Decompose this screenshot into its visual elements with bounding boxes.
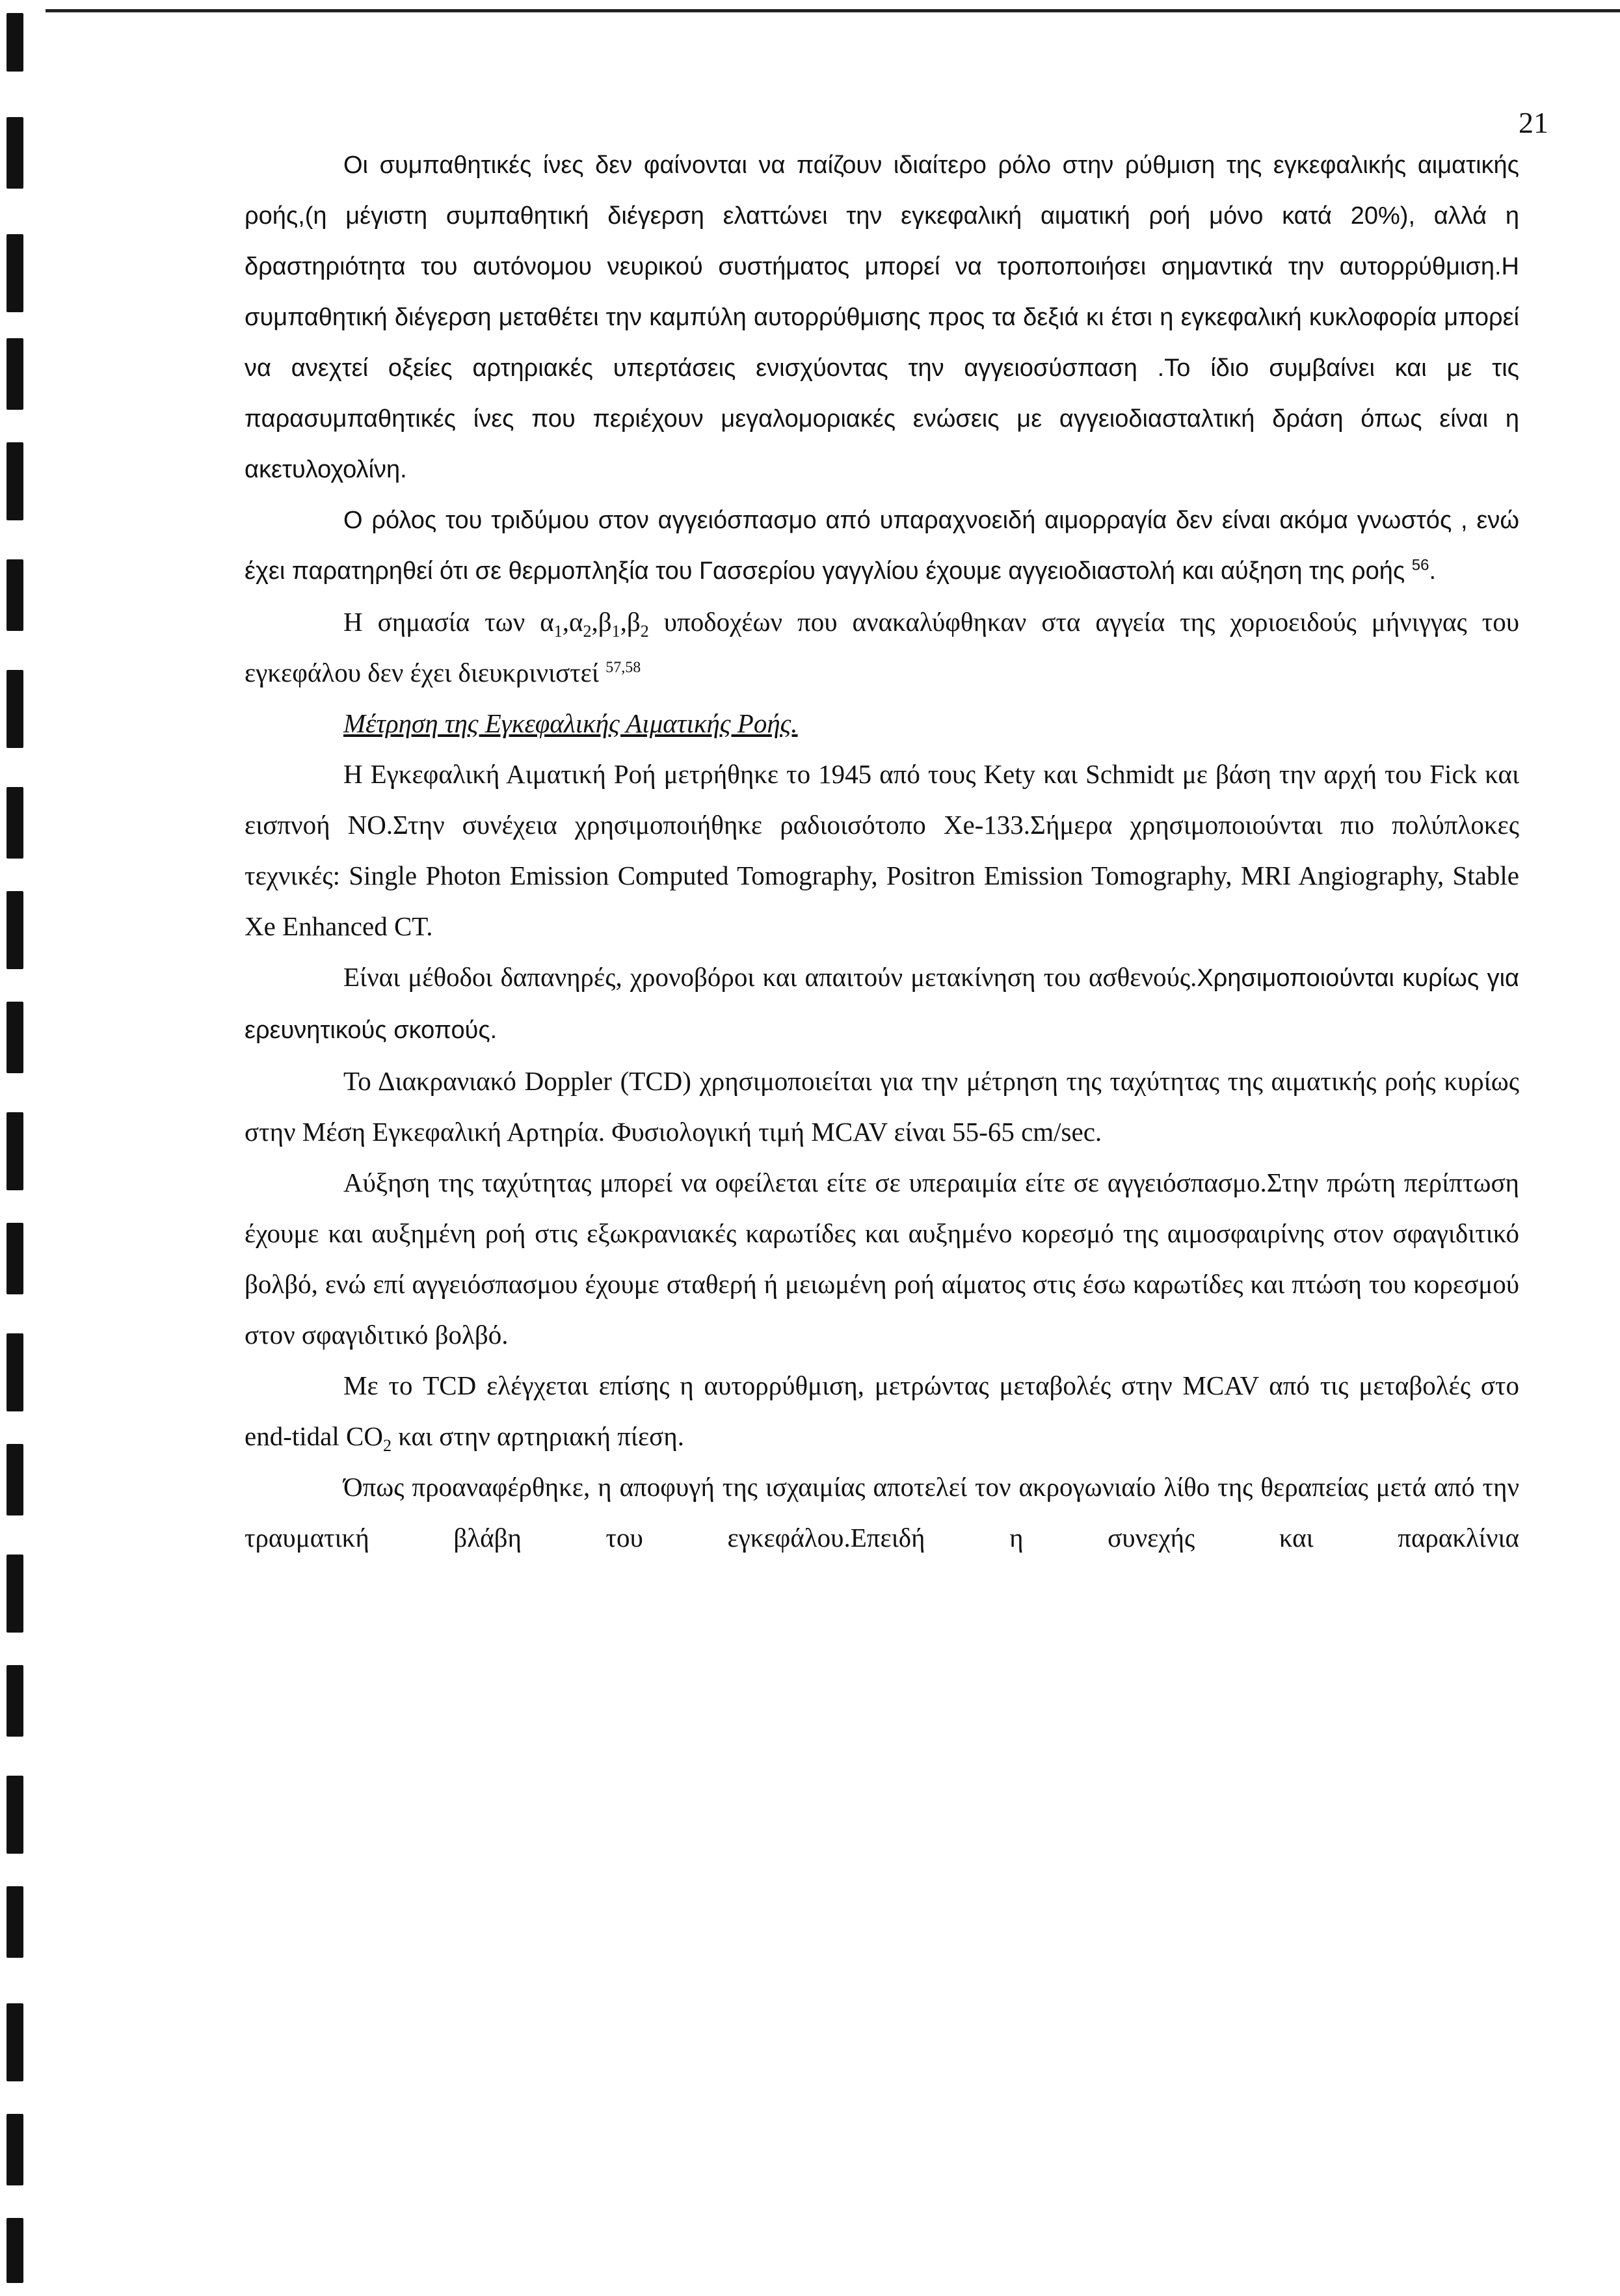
paragraph-text: Είναι μέθοδοι δαπανηρές, χρονοβόροι και απαιτούν μετακίνηση του ασθενούς. — [343, 962, 1197, 992]
paragraph-autoregulation — [245, 1360, 1519, 1462]
paragraph-text: Με το TCD ελέγχεται επίσης η αυτορρύθμιση, μετρώντας μεταβολές στην MCAV από τις μεταβολές στο end-tidal CO — [245, 1370, 1519, 1451]
section-heading: Μέτρηση της Εγκεφαλικής Αιματικής Ροής. — [343, 708, 798, 738]
binding-marks — [0, 0, 39, 2296]
subscript: 1 — [553, 622, 563, 641]
paragraph-text: .Το ίδιο συμβαίνει και με τις παρασυμπαθητικές ίνες που περιέχουν μεγαλομοριακές ενώσεις με αγγειοδιασταλτική δράση όπως είναι η ακετυλοχολίνη. — [245, 354, 1519, 483]
paragraph-tcd: Το Διακρανιακό Doppler (TCD) χρησιμοποιείται για την μέτρηση της ταχύτητας της αιματικής ροής κυρίως στην Μέση Εγκεφαλική Αρτηρία. Φυσιολογική τιμή MCAV είναι 55-65 cm/sec. — [245, 1066, 1519, 1147]
paragraph-text: υποδοχέων που ανακαλύφθηκαν στα αγγεία της χοριοειδούς μήνιγγας του εγκεφάλου δεν έχει διευκρινιστεί — [245, 607, 1519, 687]
paragraph-text: ,α — [562, 607, 583, 637]
binding-mark — [7, 559, 23, 631]
paragraph-text: Ο ρόλος του τριδύμου στον αγγειόσπασμο από υπαραχνοειδή αιμορραγία δεν είναι ακόμα γνωστός , ενώ έχει παρατηρηθεί ότι σε θερμοπληξία του Γασσερίου γαγγλίου έχουμε αγγειοδιαστολή και αύξηση της ροής — [245, 507, 1519, 585]
binding-mark — [7, 1444, 23, 1515]
body-text — [245, 140, 1519, 1563]
subscript: 2 — [382, 1436, 392, 1456]
citation-ref: 56 — [1411, 556, 1429, 574]
binding-mark — [7, 234, 23, 312]
paragraph-velocity: Αύξηση της ταχύτητας μπορεί να οφείλεται είτε σε υπεραιμία είτε σε αγγειόσπασμο.Στην πρώτη περίπτωση έχουμε και αυξημένη ροή στις εξωκρανιακές καρωτίδες και αυξημένο κορεσμό της αιμοσφαιρίνης στον σφαγιδιτικό βολβό, ενώ επί αγγειόσπασμου έχουμε σταθερή ή μειωμένη ροή αίματος στις έσω καρωτίδες και πτώση του κορεσμού στον σφαγιδιτικό βολβό. — [245, 1168, 1519, 1350]
binding-mark — [7, 891, 23, 969]
paragraph-text: Χρησιμοποιούνται κυρίως για ερευνητικούς σκοπούς. — [245, 965, 1519, 1044]
binding-mark — [7, 117, 23, 189]
paragraph-text: Η σημασία των α — [343, 607, 554, 637]
binding-mark — [7, 442, 23, 520]
paragraph-ischemia: Όπως προαναφέρθηκε, η αποφυγή της ισχαιμίας αποτελεί τον ακρογωνιαίο λίθο της θεραπείας μετά από την τραυματική βλάβη του εγκεφάλου.Επειδή η συνεχής και παρακλίνια — [245, 1472, 1519, 1553]
binding-mark — [7, 1223, 23, 1294]
binding-mark — [7, 2218, 23, 2283]
paragraph-text: . — [1429, 557, 1437, 585]
binding-mark — [7, 338, 23, 410]
binding-mark — [7, 2003, 23, 2081]
binding-mark — [7, 1776, 23, 1854]
binding-mark — [7, 1112, 23, 1190]
binding-mark — [7, 1665, 23, 1737]
citation-ref: 57,58 — [605, 659, 641, 676]
binding-mark — [7, 787, 23, 859]
subscript: 1 — [611, 622, 620, 641]
binding-mark — [7, 1002, 23, 1073]
page-number: 21 — [1519, 106, 1548, 139]
paragraph-text: ,β — [620, 607, 641, 637]
subscript: 2 — [583, 622, 592, 641]
paragraph-receptors — [245, 596, 1519, 698]
paragraph-sympathetic — [245, 140, 1519, 495]
binding-mark — [7, 1555, 23, 1633]
subscript: 2 — [640, 622, 649, 641]
binding-mark — [7, 2114, 23, 2185]
binding-mark — [7, 670, 23, 748]
binding-mark — [7, 13, 23, 72]
paragraph-method-cost — [245, 952, 1519, 1056]
paragraph-measurement-methods: Η Εγκεφαλική Αιματική Ροή μετρήθηκε το 1945 από τους Kety και Schmidt με βάση την αρχή του Fick και εισπνοή NO.Στην συνέχεια χρησιμοποιήθηκε ραδιοισότοπο Xe-133.Σήμερα χρησιμοποιούνται πιο πολύπλοκες τεχνικές: Single Photon Emission Computed Tomography, Positron Emission Tomography, MRI Angiography, Stable Xe Enhanced CT. — [245, 759, 1519, 941]
top-rule — [46, 9, 1620, 12]
paragraph-text: Οι συμπαθητικές ίνες δεν φαίνονται να παίζουν ιδιαίτερο ρόλο στην ρύθμιση της εγκεφαλικής αιματικής ροής,(η μέγιστη συμπαθητική διέγερση ελαττώνει την εγκεφαλική αιματική ροή μόνο κατά 20%), αλλά η δραστηριότητα του αυτόνομου νευρικού συστήματος μπορεί να τροποποιήσει σημαντικά την αυτορρύθμιση.Η συμπαθητική διέγερση μεταθέτει την καμπύλη αυτορρύθμισης προς τα δεξιά κι έτσι η εγκεφαλική κυκλοφορία μπορεί να ανεχτεί οξείες αρτηριακές υπερτάσεις ενισχύοντας την αγγειοσύσπαση — [245, 152, 1519, 382]
paragraph-text: ,β — [591, 607, 612, 637]
binding-mark — [7, 1333, 23, 1411]
paragraph-text: και στην αρτηριακή πίεση. — [391, 1421, 684, 1451]
paragraph-trigeminal — [245, 495, 1519, 596]
binding-mark — [7, 1886, 23, 1958]
